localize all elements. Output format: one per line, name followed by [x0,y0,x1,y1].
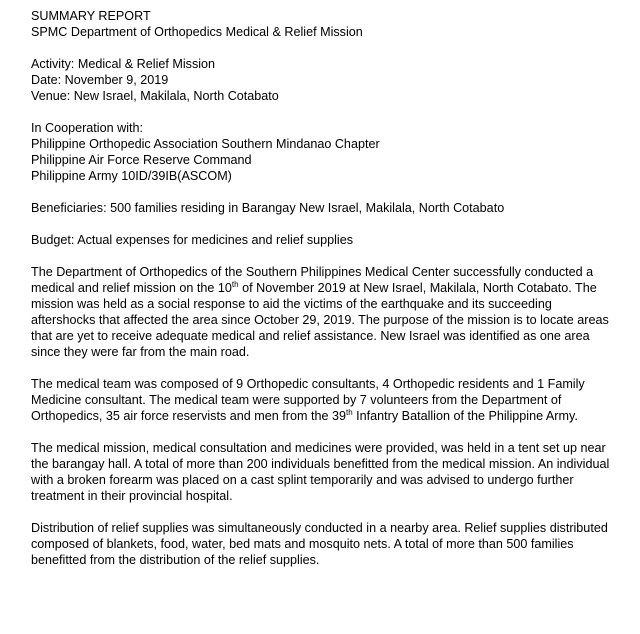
ordinal-suffix: th [346,407,353,417]
date-line: Date: November 9, 2019 [31,73,169,87]
activity-details [31,56,616,104]
partner-item: Philippine Orthopedic Association Southern Mindanao Chapter [31,137,380,151]
report-type: SUMMARY REPORT [31,9,151,23]
partner-item: Philippine Air Force Reserve Command [31,153,252,167]
paragraph-medical-mission: The medical mission, medical consultation and medicines were provided, was held in a tent set up near the barangay hall. A total of more than 200 individuals benefitted from the medical mission. An individual with a broken forearm was placed on a cast splint temporarily and was advised to undergo further treatment in their provincial hospital. [31,441,610,503]
paragraph-mission-overview [31,264,616,360]
paragraph-text: of November 2019 at New Israel, Makilala, North Cotabato. The mission was held as a social response to aid the victims of the earthquake and its succeeding aftershocks that affected the area since October 29, 2019. The purpose of the mission is to locate areas that are yet to receive adequate medical and relief assistance. New Israel was identified as one area since they were far from the main road. [31,281,609,359]
cooperation-heading: In Cooperation with: [31,121,144,135]
paragraph-text: The Department of Orthopedics of the Southern Philippines Medical Center successfully conducted a medical and relief mission on the 10 [31,265,594,295]
beneficiaries-line: Beneficiaries: 500 families residing in Barangay New Israel, Makilala, North Cotabato [31,201,505,215]
paragraph-text: Infantry Batallion of the Philippine Army. [352,409,578,423]
paragraph-medical-team [31,376,616,424]
budget-section [31,232,616,248]
paragraph-relief-distribution: Distribution of relief supplies was simultaneously conducted in a nearby area. Relief supplies distributed composed of blankets, food, water, bed mats and mosquito nets. A total of more than 500 families benefitted from the distribution of the relief supplies. [31,521,608,567]
venue-line: Venue: New Israel, Makilala, North Cotabato [31,89,279,103]
cooperation-section [31,120,616,184]
paragraph-text: The medical team was composed of 9 Orthopedic consultants, 4 Orthopedic residents and 1 Family Medicine consultant. The medical team were supported by 7 volunteers from the Department of Orthopedics, 35 air force reservists and men from the 39 [31,377,585,423]
ordinal-suffix: th [231,279,239,289]
partner-item: Philippine Army 10ID/39IB(ASCOM) [31,169,232,183]
report-title: SPMC Department of Orthopedics Medical & Relief Mission [31,25,363,39]
activity-line: Activity: Medical & Relief Mission [31,57,216,71]
report-header [31,8,616,40]
budget-line: Budget: Actual expenses for medicines and relief supplies [31,233,354,247]
beneficiaries-section [31,200,616,216]
